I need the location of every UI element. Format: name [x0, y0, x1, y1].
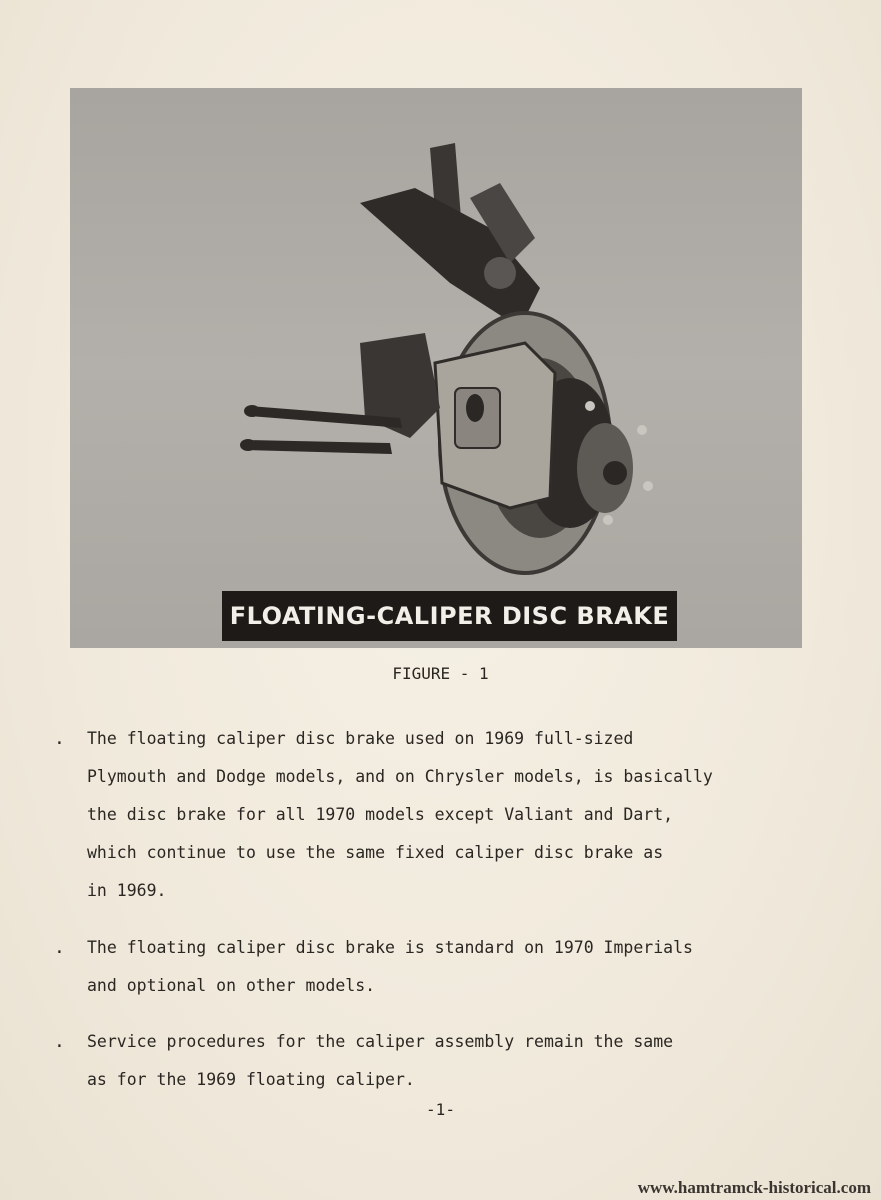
page-number: -1-	[426, 1100, 455, 1119]
bullet-text: The floating caliper disc brake used on 1969 full-sized Plymouth and Dodge models, and on Chrysler models, is basically the disc brake for all 1970 models except Valiant and Dart, which continue to use the same fixed caliper disc brake as in 1969.	[87, 729, 713, 900]
figure-caption-banner: FLOATING-CALIPER DISC BRAKE	[222, 591, 677, 641]
disc-brake-photo	[70, 88, 802, 648]
bullet-text: The floating caliper disc brake is standard on 1970 Imperials and optional on other models.	[87, 938, 693, 995]
bullet-text: Service procedures for the caliper assembly remain the same as for the 1969 floating caliper.	[87, 1032, 674, 1089]
list-item	[52, 720, 713, 910]
bullet-marker: .	[54, 937, 65, 958]
list-item	[52, 929, 693, 1005]
watermark-text: www.hamtramck-historical.com	[637, 1178, 871, 1197]
bullet-marker: .	[54, 728, 65, 749]
figure-label: FIGURE - 1	[392, 664, 489, 683]
list-item	[52, 1023, 673, 1099]
bullet-marker: .	[54, 1031, 65, 1052]
disc-brake-illustration	[70, 88, 802, 648]
